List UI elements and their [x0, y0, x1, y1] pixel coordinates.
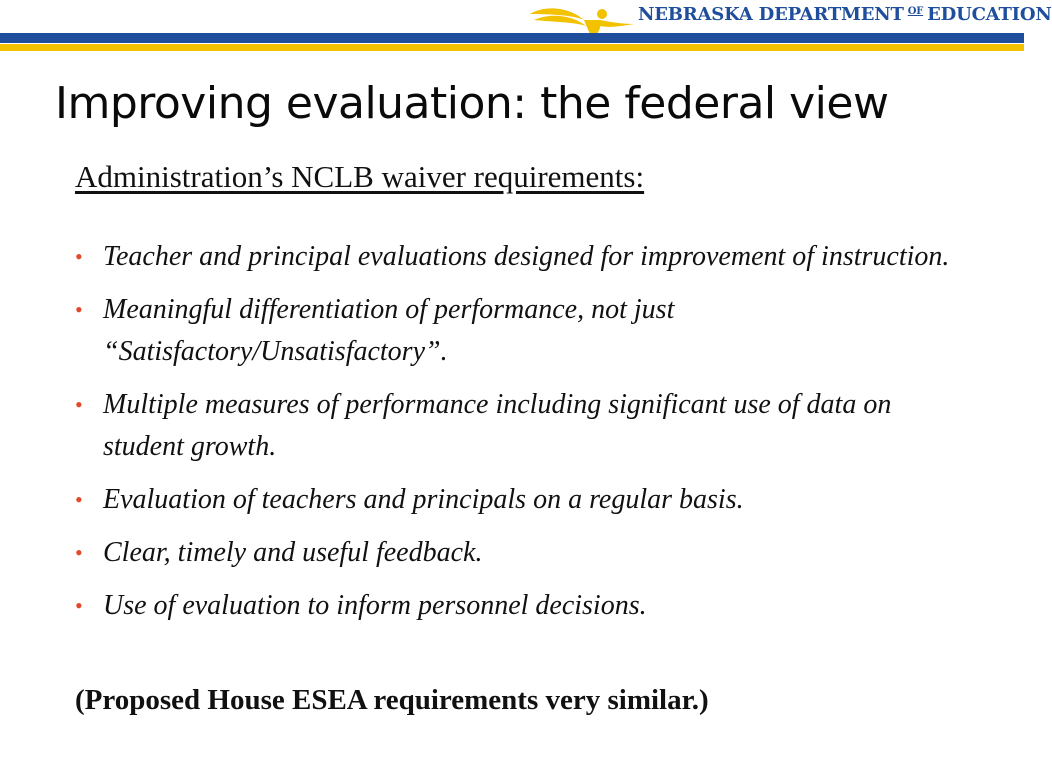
header-gold-band: [0, 44, 1024, 51]
bullet-item: • Evaluation of teachers and principals on a regular basis.: [75, 479, 975, 521]
bullet-icon: •: [75, 540, 83, 565]
bullet-icon: •: [75, 244, 83, 269]
bullet-icon: •: [75, 593, 83, 618]
bullet-list: [75, 236, 975, 638]
organization-name: NEBRASKA DEPARTMENT $^{OF}$ EDUCATION: [638, 4, 1052, 25]
bullet-item: • Clear, timely and useful feedback.: [75, 532, 975, 574]
bullet-item: • Multiple measures of performance including significant use of data on student growth.: [75, 384, 975, 468]
closing-note: (Proposed House ESEA requirements very similar.): [75, 684, 709, 716]
bullet-item: • Meaningful differentiation of performance, not just “Satisfactory/Unsatisfactory”.: [75, 289, 975, 373]
bullet-icon: •: [75, 487, 83, 512]
bullet-icon: •: [75, 392, 83, 417]
slide-subtitle: Administration’s NCLB waiver requirements:: [75, 159, 645, 194]
bullet-item: • Teacher and principal evaluations designed for improvement of instruction.: [75, 236, 975, 278]
bullet-icon: •: [75, 297, 83, 322]
slide-title: Improving evaluation: the federal view: [55, 78, 889, 129]
slide-header: [0, 0, 1052, 60]
bullet-item: • Use of evaluation to inform personnel decisions.: [75, 585, 975, 627]
